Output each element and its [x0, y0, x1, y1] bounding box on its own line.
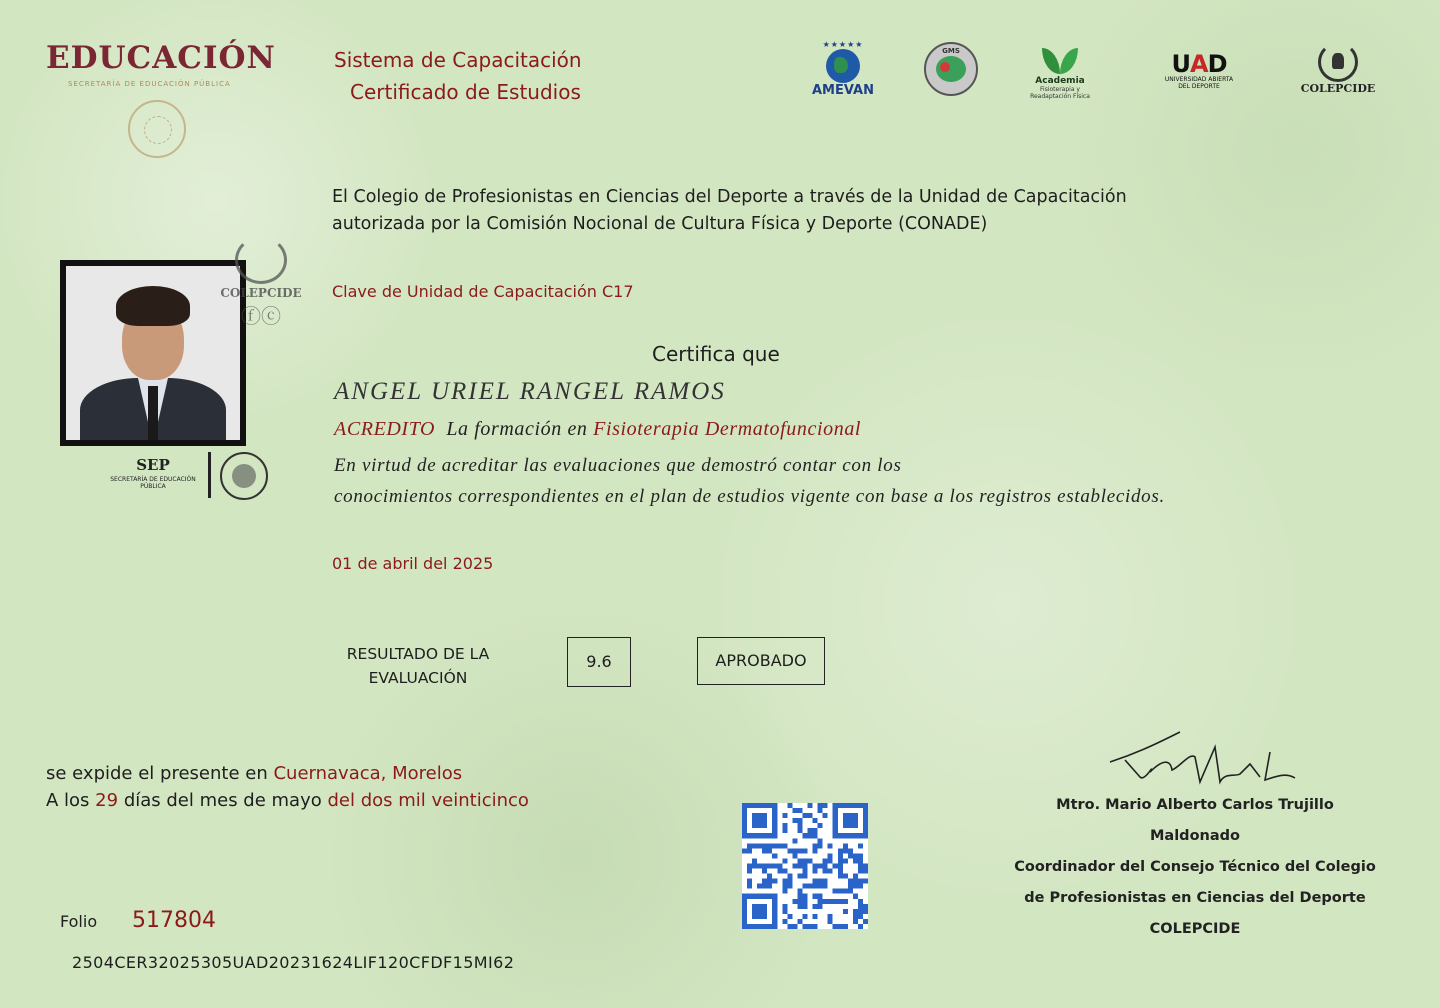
certifica-heading: Certifica que	[652, 342, 780, 366]
uad-wordmark	[1160, 52, 1238, 76]
acredito-line	[334, 418, 861, 441]
result-label	[330, 642, 506, 690]
intro-line-2: autorizada por la Comisión Nocional de Cultura Física y Deporte (CONADE)	[332, 214, 988, 234]
virtud-line-1: En virtud de acreditar las evaluaciones que demostró contar con los	[334, 455, 902, 476]
leaf-icon	[1040, 40, 1080, 76]
program-name: Fisioterapia Dermatofuncional	[593, 418, 862, 440]
stamp-wreath-icon	[235, 236, 287, 284]
sep-logo-title: EDUCACIÓN	[46, 40, 276, 76]
qr-code-icon[interactable]	[742, 803, 868, 929]
gms-emblem-icon	[936, 56, 966, 82]
signer-block	[1000, 790, 1390, 945]
uad-sublabel: UNIVERSIDAD ABIERTA DEL DEPORTE	[1164, 76, 1234, 90]
expedition-text	[46, 760, 529, 814]
photo-tie	[148, 386, 158, 440]
amevan-label: AMEVAN	[812, 83, 874, 98]
expedition-line-2	[46, 787, 529, 814]
acredito-label: ACREDITO	[334, 418, 436, 440]
signer-org: COLEPCIDE	[1149, 921, 1241, 937]
colepcide-stamp	[216, 236, 306, 340]
result-status: APROBADO	[697, 637, 825, 685]
expedition-prefix: se expide el presente en	[46, 763, 268, 784]
uad-letter-d: D	[1207, 50, 1227, 78]
uad-logo	[1160, 52, 1238, 90]
expedition-line-1	[46, 760, 529, 787]
issue-date: 01 de abril del 2025	[332, 554, 494, 573]
student-name: ANGEL URIEL RANGEL RAMOS	[334, 378, 726, 405]
photo-portrait	[66, 266, 240, 440]
photo-hair	[116, 286, 190, 326]
expedition-month: días del mes de mayo	[123, 790, 322, 811]
certificate-title: Certificado de Estudios	[350, 80, 581, 104]
intro-line-1: El Colegio de Profesionistas en Ciencias del Deporte a través de la Unidad de Capacitación	[332, 187, 1127, 207]
colepcide-logo	[1300, 42, 1376, 95]
globe-icon	[826, 49, 860, 83]
stamp-label: COLEPCIDE	[220, 286, 302, 300]
certificate-code: 2504CER32025305UAD20231624LIF120CFDF15MI62	[72, 953, 515, 972]
expedition-year: del dos mil veinticinco	[327, 790, 529, 811]
signer-title-2: de Profesionistas en Ciencias del Deporte	[1024, 890, 1366, 906]
virtud-line-2: conocimientos correspondientes en el plan de estudios vigente con base a los registros establecidos.	[334, 486, 1165, 507]
sep-divider	[208, 452, 211, 498]
folio-label: Folio	[60, 912, 98, 931]
academia-label: Academia	[1035, 76, 1085, 86]
facebook-copyright-icon: ⓕⓒ	[241, 304, 281, 328]
result-label-line-1: RESULTADO DE LA	[346, 645, 490, 663]
gms-logo	[924, 42, 978, 96]
folio-number: 517804	[132, 908, 216, 933]
gms-label: GMS	[942, 47, 960, 55]
academia-sublabel: Fisioterapia y Readaptación Física	[1030, 86, 1090, 100]
system-title: Sistema de Capacitación	[334, 48, 582, 72]
signer-title-1: Coordinador del Consejo Técnico del Colegio	[1014, 859, 1376, 875]
sep-logo-subtitle: SECRETARÍA DE EDUCACIÓN PÚBLICA	[68, 80, 231, 88]
colepcide-label: COLEPCIDE	[1300, 82, 1376, 95]
result-score: 9.6	[567, 637, 631, 687]
stars-icon: ★★★★★	[822, 40, 864, 49]
sep-seal-icon	[220, 452, 268, 500]
national-seal-icon	[128, 100, 186, 158]
virtud-paragraph	[334, 450, 1165, 512]
academia-logo	[1030, 40, 1090, 100]
training-unit-key: Clave de Unidad de Capacitación C17	[332, 282, 634, 301]
amevan-logo	[812, 40, 874, 98]
signer-name-1: Mtro. Mario Alberto Carlos Trujillo	[1056, 797, 1334, 813]
sep-sublabel: SECRETARÍA DE EDUCACIÓN PÚBLICA	[110, 476, 196, 490]
sep-stamp	[108, 452, 278, 504]
signer-name-2: Maldonado	[1150, 828, 1240, 844]
laurel-wreath-icon	[1318, 42, 1358, 82]
formacion-label: La formación en	[446, 418, 588, 440]
uad-letter-a: A	[1190, 50, 1208, 78]
result-label-line-2: EVALUACIÓN	[368, 669, 468, 687]
sep-label: SEP	[136, 456, 170, 474]
expedition-line2-prefix: A los	[46, 790, 90, 811]
intro-paragraph	[332, 184, 1127, 238]
expedition-place: Cuernavaca, Morelos	[273, 763, 463, 784]
expedition-day: 29	[95, 790, 119, 811]
uad-letter-u: U	[1171, 50, 1190, 78]
